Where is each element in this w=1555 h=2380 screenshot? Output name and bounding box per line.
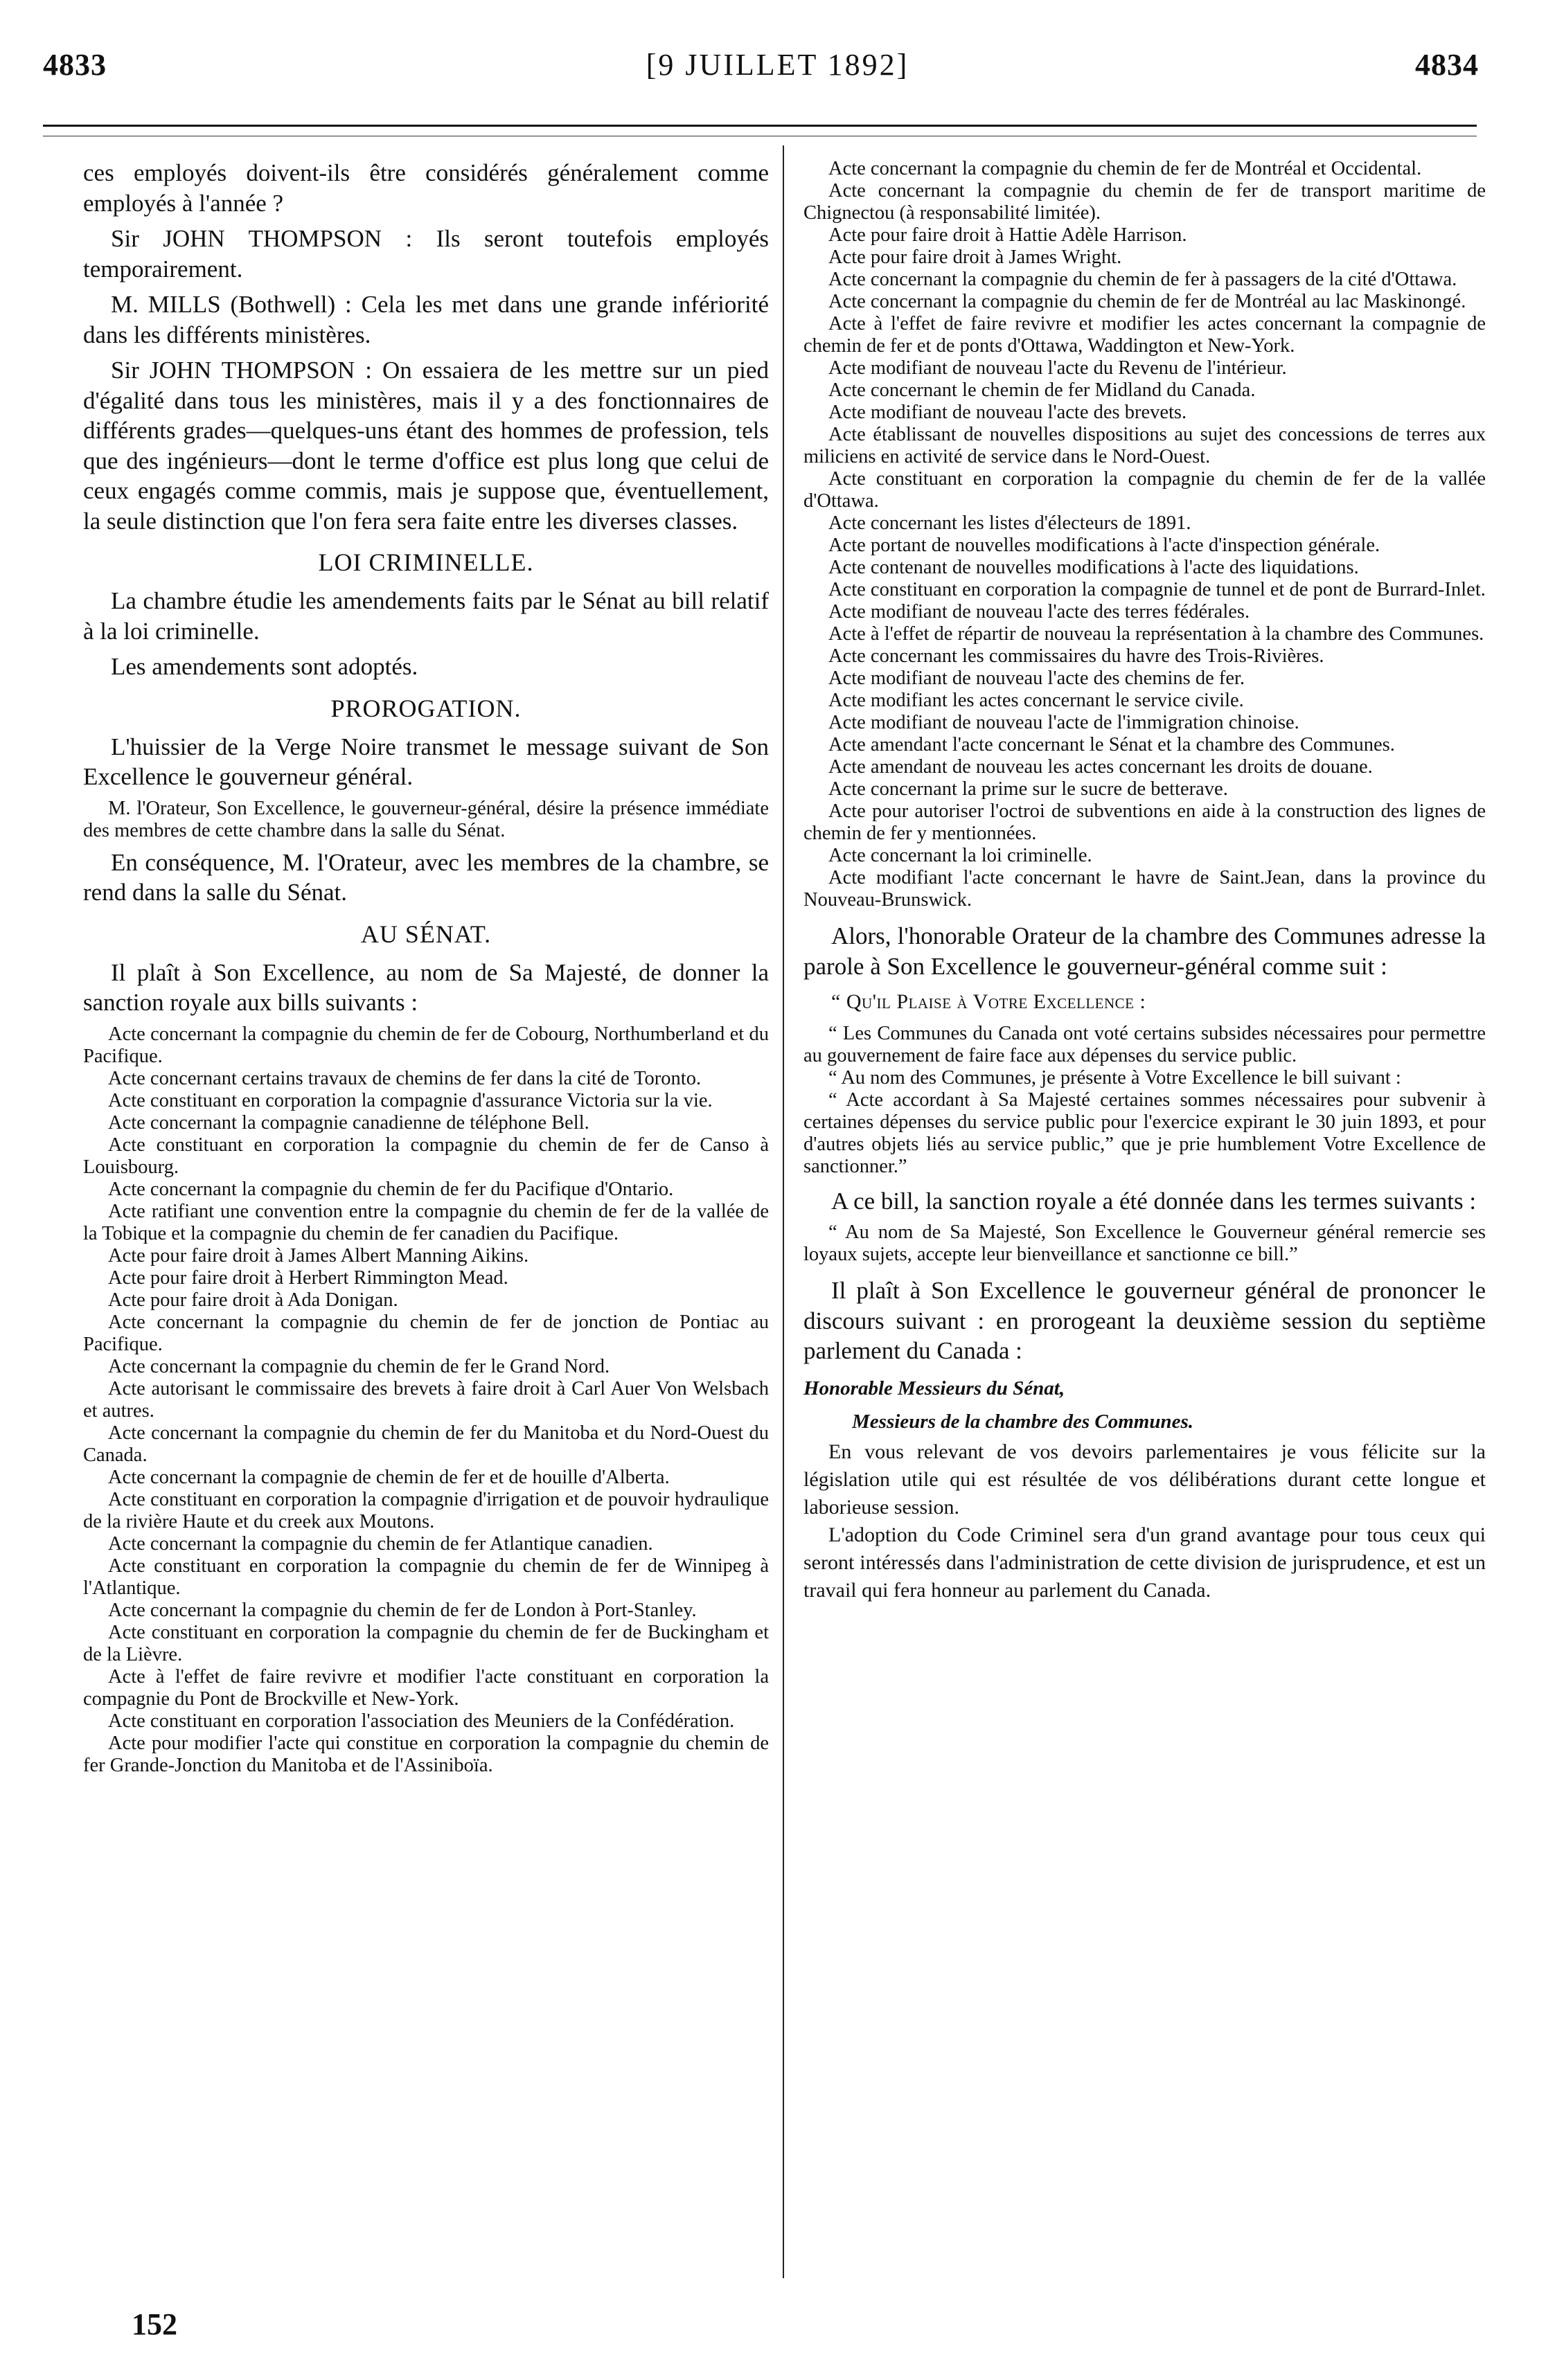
bill-item: Acte contenant de nouvelles modifications à l'acte des liquidations. — [828, 557, 1359, 578]
bill-item: Acte concernant la compagnie du chemin de fer à passagers de la cité d'Ottawa. — [828, 269, 1457, 290]
bill-item: Acte établissant de nouvelles dispositions au sujet des concessions de terres aux miliciens en activité de service dans le Nord-Ouest. — [803, 424, 1486, 467]
header-date: [9 JUILLET 1892] — [646, 48, 909, 82]
bill-item: Acte autorisant le commissaire des brevets à faire droit à Carl Auer Von Welsbach et autres. — [83, 1377, 769, 1422]
bill-item: Acte pour faire droit à James Albert Manning Aikins. — [108, 1244, 529, 1267]
section-heading-loi-criminelle: LOI CRIMINELLE. — [318, 548, 534, 576]
bill-item: Acte modifiant de nouveau l'acte des terres fédérales. — [828, 601, 1250, 623]
bill-item: Acte concernant la compagnie du chemin de fer de London à Port-Stanley. — [108, 1599, 697, 1621]
bill-item: Acte modifiant les actes concernant le service civile. — [828, 690, 1244, 711]
page-folio: 152 — [132, 2307, 177, 2341]
section-heading-au-senat: AU SÉNAT. — [360, 920, 492, 948]
bill-item: Acte constituant en corporation la compagnie du chemin de fer de la vallée d'Ottawa. — [803, 468, 1486, 512]
bill-item: Acte à l'effet de répartir de nouveau la représentation à la chambre des Communes. — [828, 623, 1484, 645]
bill-item: Acte constituant en corporation la compagnie d'assurance Victoria sur la vie. — [108, 1089, 713, 1111]
bill-item: Acte pour faire droit à Herbert Rimmington Mead. — [108, 1267, 508, 1289]
bill-item: Acte concernant la compagnie du chemin de fer du Pacifique d'Ontario. — [108, 1178, 674, 1200]
paragraph — [83, 289, 769, 350]
message-text: M. l'Orateur, Son Excellence, le gouverneur-général, désire la présence immédiate des membres de cette chambre dans la salle du Sénat. — [83, 797, 769, 841]
right-page-number: 4834 — [1415, 48, 1479, 82]
bill-item: Acte amendant l'acte concernant le Sénat et la chambre des Communes. — [828, 734, 1395, 755]
speaker-name: Sir JOHN THOMPSON : — [111, 225, 413, 252]
bill-item: Acte concernant la compagnie du chemin de fer de jonction de Pontiac au Pacifique. — [83, 1311, 769, 1355]
bill-item: Acte concernant la prime sur le sucre de betterave. — [828, 778, 1228, 800]
paragraph: A ce bill, la sanction royale a été donnée dans les termes suivants : — [831, 1187, 1477, 1215]
bill-item: Acte pour modifier l'acte qui constitue en corporation la compagnie du chemin de fer Grande-Jonction du Manitoba et de l'Assiniboïa. — [83, 1732, 769, 1776]
bill-item: Acte pour autoriser l'octroi de subventions en aide à la construction des lignes de chemin de fer y mentionnées. — [803, 800, 1486, 844]
bill-item: Acte à l'effet de faire revivre et modifier les actes concernant la compagnie de chemin de fer et de ponts d'Ottawa, Waddington et New-York. — [803, 313, 1486, 357]
paragraph: La chambre étudie les amendements faits par le Sénat au bill relatif à la loi criminelle. — [83, 587, 769, 645]
bill-item: Acte pour faire droit à Hattie Adèle Harrison. — [828, 224, 1187, 246]
quoted-text: “ Les Communes du Canada ont voté certains subsides nécessaires pour permettre au gouvernement de faire face aux dépenses du service public. — [803, 1022, 1486, 1066]
bill-item: Acte constituant en corporation la compagnie du chemin de fer de Winnipeg à l'Atlantique. — [83, 1555, 769, 1599]
bill-item: Acte concernant la loi criminelle. — [828, 845, 1092, 866]
paragraph: Alors, l'honorable Orateur de la chambre des Communes adresse la parole à Son Excellence le gouverneur-général comme suit : — [803, 922, 1486, 980]
paragraph: Il plaît à Son Excellence le gouverneur général de prononcer le discours suivant : en prorogeant la deuxième session du septième parlement du Canada : — [803, 1277, 1486, 1364]
salutation: Messieurs de la chambre des Communes. — [852, 1410, 1194, 1433]
bill-item: Acte modifiant l'acte concernant le havre de Saint.Jean, dans la province du Nouveau-Brunswick. — [803, 867, 1486, 911]
bill-item: Acte concernant certains travaux de chemins de fer dans la cité de Toronto. — [108, 1067, 702, 1089]
bill-item: Acte modifiant de nouveau l'acte de l'immigration chinoise. — [828, 712, 1299, 733]
bill-item: Acte ratifiant une convention entre la compagnie du chemin de fer de la vallée de la Tobique et la compagnie du chemin de fer canadien du Pacifique. — [83, 1200, 769, 1244]
bill-item: Acte constituant en corporation la compagnie du chemin de fer de Canso à Louisbourg. — [83, 1134, 769, 1178]
speaker-name: Sir JOHN THOMPSON : — [111, 357, 372, 384]
bill-item: Acte constituant en corporation l'association des Meuniers de la Confédération. — [108, 1710, 735, 1732]
bill-item: Acte pour faire droit à James Wright. — [828, 247, 1122, 268]
bill-item: Acte concernant les listes d'électeurs de 1891. — [828, 512, 1191, 534]
bill-item: Acte concernant la compagnie du chemin de fer de Cobourg, Northumberland et du Pacifique. — [83, 1023, 769, 1067]
page-header — [0, 47, 1555, 96]
bill-item: Acte concernant le chemin de fer Midland du Canada. — [828, 379, 1256, 401]
column-divider — [783, 145, 784, 2278]
bill-item: Acte concernant la compagnie de chemin de fer et de houille d'Alberta. — [108, 1466, 670, 1488]
quoted-text: “ Au nom des Communes, je présente à Votre Excellence le bill suivant : — [828, 1066, 1401, 1089]
address-opening: “ Qu'il Plaise à Votre Excellence : — [831, 990, 1146, 1013]
section-heading-prorogation: PROROGATION. — [330, 694, 522, 722]
bill-item: Acte portant de nouvelles modifications à l'acte d'inspection générale. — [828, 535, 1380, 556]
speech-text: Cela les met dans une grande infériorité dans les différents ministères. — [83, 291, 769, 348]
header-rule — [43, 125, 1477, 127]
bill-item: Acte concernant la compagnie du chemin de fer Atlantique canadien. — [108, 1532, 653, 1555]
right-column — [803, 158, 1486, 2297]
speech-paragraph: En vous relevant de vos devoirs parlementaires je vous félicite sur la législation utile qui est résultée de vos délibérations durant cette longue et laborieuse session. — [803, 1440, 1486, 1519]
bill-item: Acte concernant les commissaires du havre des Trois-Rivières. — [828, 645, 1324, 667]
left-column — [83, 158, 769, 2297]
paragraph — [83, 355, 769, 536]
paragraph: En conséquence, M. l'Orateur, avec les membres de la chambre, se rend dans la salle du Sénat. — [83, 848, 769, 906]
bill-list — [803, 158, 1486, 911]
speech-paragraph: L'adoption du Code Criminel sera d'un grand avantage pour tous ceux qui seront intéressés dans l'administration de cette division de jurisprudence, et est un travail qui fera honneur au parlement du Canada. — [803, 1523, 1486, 1602]
bill-item: Acte modifiant de nouveau l'acte des chemins de fer. — [828, 668, 1245, 689]
bill-item: Acte concernant la compagnie canadienne de téléphone Bell. — [108, 1111, 589, 1134]
speech-text: On essaiera de les mettre sur un pied d'égalité dans tous les ministères, mais il y a des fonctionnaires de différents grades—quelques-uns étant des hommes de profession, tels que des ingénieurs—dont le terme d'office est plus long que celui de ceux engagés comme commis, mais je suppose que, éventuellement, la seule distinction que l'on fera sera faite entre les diverses classes. — [83, 357, 769, 535]
paragraph: Il plaît à Son Excellence, au nom de Sa Majesté, de donner la sanction royale aux bills suivants : — [83, 958, 769, 1016]
bill-item: Acte concernant la compagnie du chemin de fer de transport maritime de Chignectou (à responsabilité limitée). — [803, 180, 1486, 224]
bill-item: Acte amendant de nouveau les actes concernant les droits de douane. — [828, 756, 1373, 778]
bill-item: Acte modifiant de nouveau l'acte des brevets. — [828, 402, 1187, 423]
left-page-number: 4833 — [43, 48, 107, 82]
bill-list — [83, 1023, 769, 1777]
quoted-text: “ Acte accordant à Sa Majesté certaines sommes nécessaires pour subvenir à certaines dépenses du service public pour l'exercice expirant le 30 juin 1893, et pour d'autres objets liés au service public,” que je prie humblement Votre Excellence de sanctionner.” — [803, 1089, 1486, 1177]
salutation: Honorable Messieurs du Sénat, — [803, 1377, 1065, 1399]
speech-text: Ils seront toutefois employés temporairement. — [83, 225, 769, 283]
paragraph — [83, 224, 769, 284]
speaker-name: M. MILLS (Bothwell) : — [111, 291, 352, 318]
bill-item: Acte concernant la compagnie du chemin de fer de Montréal et Occidental. — [828, 158, 1422, 179]
bill-item: Acte pour faire droit à Ada Donigan. — [108, 1289, 398, 1311]
bill-item: Acte constituant en corporation la compagnie d'irrigation et de pouvoir hydraulique de la rivière Haute et du creek aux Moutons. — [83, 1488, 769, 1532]
bill-item: Acte concernant la compagnie du chemin de fer du Manitoba et du Nord-Ouest du Canada. — [83, 1422, 769, 1466]
bill-item: Acte constituant en corporation la compagnie du chemin de fer de Buckingham et de la Lièvre. — [83, 1621, 769, 1665]
paragraph: L'huissier de la Verge Noire transmet le message suivant de Son Excellence le gouverneur général. — [83, 733, 769, 790]
bill-item: Acte à l'effet de faire revivre et modifier l'acte constituant en corporation la compagnie du Pont de Brockville et New-York. — [83, 1665, 769, 1710]
bill-item: Acte constituant en corporation la compagnie de tunnel et de pont de Burrard-Inlet. — [828, 579, 1486, 600]
bill-item: Acte concernant la compagnie du chemin de fer le Grand Nord. — [108, 1355, 610, 1377]
quoted-text: “ Au nom de Sa Majesté, Son Excellence le Gouverneur général remercie ses loyaux sujets, accepte leur bienveillance et sanctionne ce bill.” — [803, 1222, 1486, 1265]
paragraph: ces employés doivent-ils être considérés généralement comme employés à l'année ? — [83, 159, 769, 217]
paragraph: Les amendements sont adoptés. — [111, 653, 418, 680]
bill-item: Acte concernant la compagnie du chemin de fer de Montréal au lac Maskinongé. — [828, 291, 1466, 312]
bill-item: Acte modifiant de nouveau l'acte du Revenu de l'intérieur. — [828, 357, 1287, 379]
